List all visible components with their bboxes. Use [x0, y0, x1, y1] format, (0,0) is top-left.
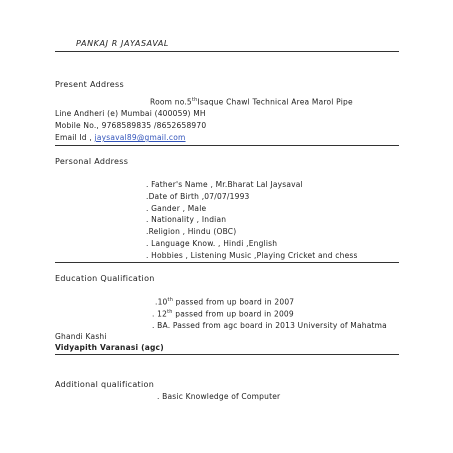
- address-line-1: Room no.5thIsaque Chawl Technical Area Marol Pipe: [150, 97, 353, 107]
- address-line-2: Line Andheri (e) Mumbai (400059) MH: [55, 109, 206, 118]
- mobile-number: Mobile No., 9768589835 /8652658970: [55, 121, 207, 130]
- personal-dob: .Date of Birth ,07/07/1993: [146, 192, 250, 201]
- personal-nationality: . Nationality , Indian: [146, 215, 227, 224]
- education-12th: . 12th passed from up board in 2009: [152, 309, 294, 319]
- education-ba-cont-2: Vidyapith Varanasi (agc): [55, 343, 164, 352]
- personal-language: . Language Know. , Hindi ,English: [146, 239, 278, 248]
- present-address-heading: Present Address: [55, 80, 124, 89]
- email-link[interactable]: jaysaval89@gmail.com: [94, 133, 186, 142]
- personal-gender: . Gander , Male: [146, 204, 207, 213]
- divider-education: [55, 354, 399, 355]
- personal-father: . Father's Name , Mr.Bharat Lal Jaysaval: [146, 180, 303, 189]
- email-label: Email Id ,: [55, 133, 92, 142]
- additional-heading: Additional qualification: [55, 380, 155, 389]
- education-ba-cont-1: Ghandi Kashi: [55, 332, 107, 341]
- education-heading: Education Qualification: [55, 274, 155, 283]
- education-10th: .10th passed from up board in 2007: [155, 297, 295, 307]
- applicant-name: PANKAJ R JAYASAVAL: [76, 39, 169, 48]
- education-ba: . BA. Passed from agc board in 2013 University of Mahatma: [152, 321, 387, 330]
- divider-address: [55, 145, 399, 146]
- divider-personal: [55, 262, 399, 263]
- personal-religion: .Religion , Hindu (OBC): [146, 227, 237, 236]
- email-row: [55, 133, 186, 142]
- additional-computer: . Basic Knowledge of Computer: [157, 392, 281, 401]
- personal-hobbies: . Hobbies , Listening Music ,Playing Cricket and chess: [146, 251, 358, 260]
- divider-top: [55, 51, 399, 52]
- personal-heading: Personal Address: [55, 157, 129, 166]
